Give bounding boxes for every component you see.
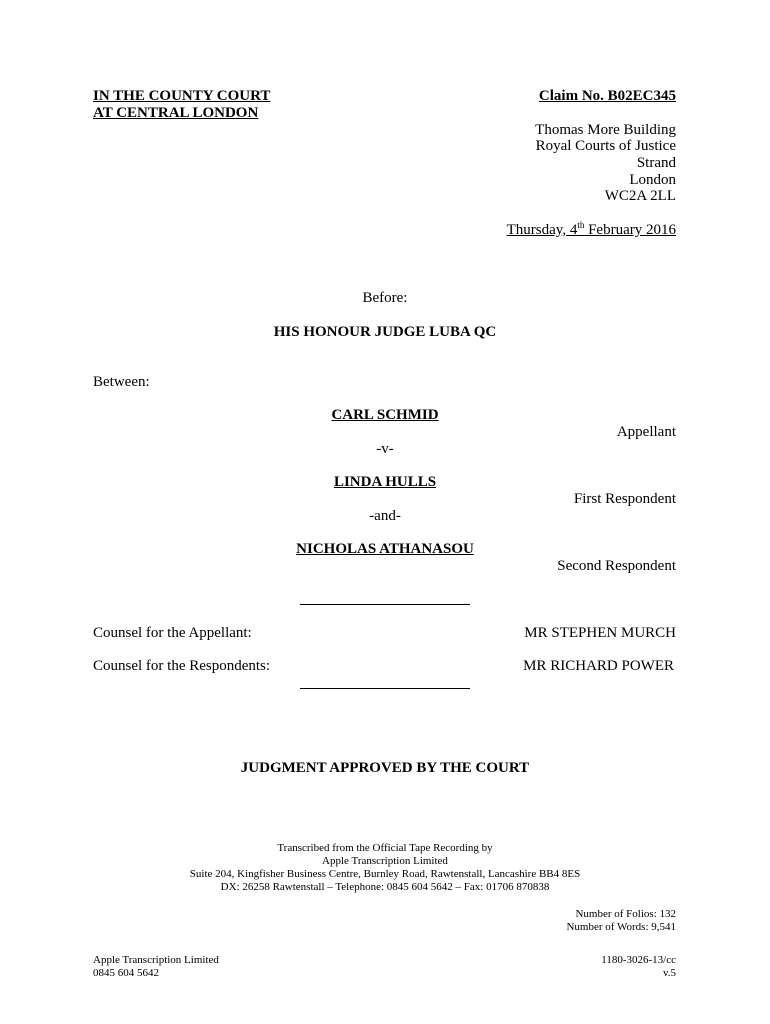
and-separator: -and- [369, 508, 401, 524]
number-of-folios: Number of Folios: 132 [575, 908, 676, 920]
before-label: Before: [362, 290, 408, 306]
court-name-line1: IN THE COUNTY COURT [93, 88, 271, 104]
transcription-contact: DX: 26258 Rawtenstall – Telephone: 0845 604 5642 – Fax: 01706 870838 [220, 881, 550, 893]
hearing-date-day: Thursday, 4 [506, 222, 578, 238]
footer-phone: 0845 604 5642 [93, 967, 159, 979]
claim-number: Claim No. B02EC345 [538, 88, 676, 104]
hearing-date-month-year: February 2016 [584, 222, 676, 238]
judge-name: HIS HONOUR JUDGE LUBA QC [273, 324, 497, 340]
divider-bottom [300, 688, 470, 689]
counsel-respondents-label: Counsel for the Respondents: [93, 658, 271, 674]
hearing-date-ordinal: th [577, 220, 585, 230]
versus-separator: -v- [376, 441, 394, 457]
footer-company: Apple Transcription Limited [93, 954, 219, 966]
address-line-1: Thomas More Building [535, 122, 676, 138]
address-line-4: London [629, 172, 676, 188]
appellant-name: CARL SCHMID [331, 407, 439, 423]
counsel-respondents-name: MR RICHARD POWER [523, 658, 674, 674]
second-respondent-role: Second Respondent [557, 558, 676, 574]
transcription-address: Suite 204, Kingfisher Business Centre, Burnley Road, Rawtenstall, Lancashire BB4 8ES [189, 868, 581, 880]
appellant-role: Appellant [616, 424, 676, 440]
judgment-title: JUDGMENT APPROVED BY THE COURT [240, 760, 530, 776]
court-name-line2: AT CENTRAL LONDON [93, 105, 259, 121]
footer-reference: 1180-3026-13/cc [601, 954, 676, 966]
divider-top [300, 604, 470, 605]
counsel-appellant-name: MR STEPHEN MURCH [524, 625, 676, 641]
counsel-appellant-label: Counsel for the Appellant: [93, 625, 252, 641]
transcription-company: Apple Transcription Limited [322, 855, 448, 867]
first-respondent-name: LINDA HULLS [333, 474, 437, 490]
between-label: Between: [93, 374, 150, 390]
address-line-3: Strand [636, 155, 676, 171]
number-of-words: Number of Words: 9,541 [566, 921, 676, 933]
first-respondent-role: First Respondent [573, 491, 676, 507]
address-line-2: Royal Courts of Justice [535, 138, 676, 154]
transcription-line-1: Transcribed from the Official Tape Recording by [277, 842, 493, 854]
footer-version: v.5 [662, 967, 676, 979]
address-line-5: WC2A 2LL [604, 188, 676, 204]
second-respondent-name: NICHOLAS ATHANASOU [296, 541, 474, 557]
hearing-date [507, 222, 676, 239]
